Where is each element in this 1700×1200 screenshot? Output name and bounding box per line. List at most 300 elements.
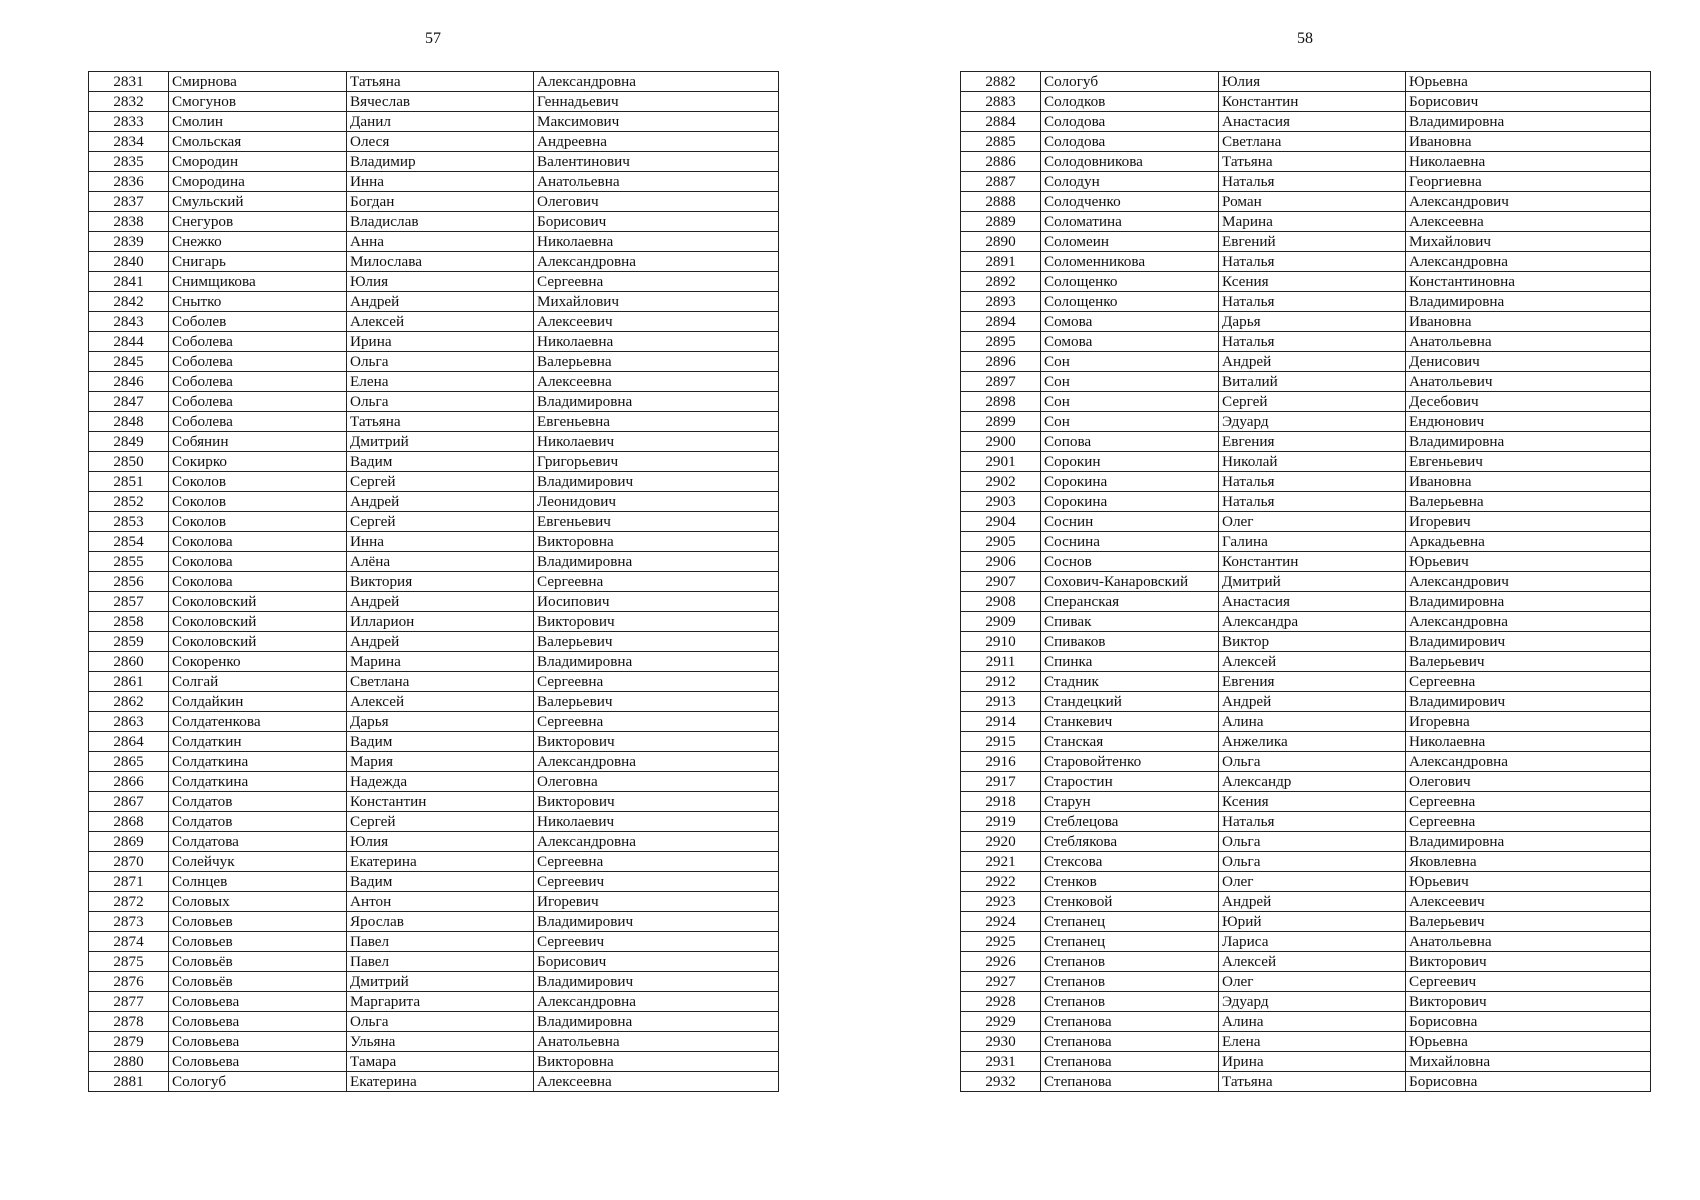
row-number-cell: 2897 (961, 372, 1041, 392)
patronymic-cell: Аркадьевна (1406, 532, 1651, 552)
table-row (89, 72, 779, 92)
last-name-cell: Сорокин (1041, 452, 1219, 472)
first-name-cell: Павел (347, 932, 534, 952)
patronymic-cell: Валерьевич (1406, 652, 1651, 672)
last-name-cell: Соловьёв (169, 952, 347, 972)
patronymic-cell: Юрьевна (1406, 1032, 1651, 1052)
table-row (89, 172, 779, 192)
row-number-cell: 2846 (89, 372, 169, 392)
table-row (961, 892, 1651, 912)
table-row (89, 772, 779, 792)
patronymic-cell: Андреевна (534, 132, 779, 152)
first-name-cell: Ярослав (347, 912, 534, 932)
table-row (89, 592, 779, 612)
patronymic-cell: Юрьевич (1406, 552, 1651, 572)
row-number-cell: 2863 (89, 712, 169, 732)
last-name-cell: Смирнова (169, 72, 347, 92)
first-name-cell: Ирина (1219, 1052, 1406, 1072)
last-name-cell: Солощенко (1041, 272, 1219, 292)
table-row (89, 952, 779, 972)
patronymic-cell: Борисович (534, 212, 779, 232)
row-number-cell: 2861 (89, 672, 169, 692)
table-row (961, 392, 1651, 412)
first-name-cell: Сергей (347, 512, 534, 532)
table-row (89, 572, 779, 592)
last-name-cell: Степанец (1041, 912, 1219, 932)
last-name-cell: Соколов (169, 472, 347, 492)
table-row (961, 192, 1651, 212)
patronymic-cell: Николаевич (534, 432, 779, 452)
row-number-cell: 2883 (961, 92, 1041, 112)
table-row (89, 672, 779, 692)
last-name-cell: Соснина (1041, 532, 1219, 552)
last-name-cell: Смолин (169, 112, 347, 132)
patronymic-cell: Анатольевна (1406, 932, 1651, 952)
table-row (89, 392, 779, 412)
row-number-cell: 2920 (961, 832, 1041, 852)
last-name-cell: Сон (1041, 412, 1219, 432)
row-number-cell: 2907 (961, 572, 1041, 592)
patronymic-cell: Десебович (1406, 392, 1651, 412)
patronymic-cell: Николаевич (534, 812, 779, 832)
table-row (89, 412, 779, 432)
last-name-cell: Стенковой (1041, 892, 1219, 912)
last-name-cell: Соснов (1041, 552, 1219, 572)
first-name-cell: Николай (1219, 452, 1406, 472)
table-row (961, 272, 1651, 292)
patronymic-cell: Владимирович (534, 472, 779, 492)
patronymic-cell: Юрьевич (1406, 872, 1651, 892)
first-name-cell: Анна (347, 232, 534, 252)
last-name-cell: Сон (1041, 352, 1219, 372)
patronymic-cell: Владимировна (534, 1012, 779, 1032)
table-row (961, 132, 1651, 152)
last-name-cell: Соловьева (169, 992, 347, 1012)
table-row (961, 312, 1651, 332)
row-number-cell: 2858 (89, 612, 169, 632)
table-row (961, 292, 1651, 312)
last-name-cell: Собянин (169, 432, 347, 452)
first-name-cell: Данил (347, 112, 534, 132)
row-number-cell: 2842 (89, 292, 169, 312)
table-row (89, 132, 779, 152)
table-row (961, 992, 1651, 1012)
last-name-cell: Степанова (1041, 1052, 1219, 1072)
first-name-cell: Наталья (1219, 812, 1406, 832)
row-number-cell: 2927 (961, 972, 1041, 992)
table-row (961, 492, 1651, 512)
last-name-cell: Солдатенкова (169, 712, 347, 732)
patronymic-cell: Владимировна (1406, 592, 1651, 612)
first-name-cell: Татьяна (347, 72, 534, 92)
table-row (961, 112, 1651, 132)
last-name-cell: Спинка (1041, 652, 1219, 672)
first-name-cell: Ольга (1219, 752, 1406, 772)
table-row (961, 172, 1651, 192)
row-number-cell: 2877 (89, 992, 169, 1012)
roster-table (960, 71, 1651, 1092)
patronymic-cell: Викторович (534, 792, 779, 812)
table-row (961, 692, 1651, 712)
row-number-cell: 2915 (961, 732, 1041, 752)
row-number-cell: 2855 (89, 552, 169, 572)
patronymic-cell: Игоревич (534, 892, 779, 912)
last-name-cell: Солдатов (169, 792, 347, 812)
last-name-cell: Стенков (1041, 872, 1219, 892)
first-name-cell: Тамара (347, 1052, 534, 1072)
first-name-cell: Юлия (1219, 72, 1406, 92)
table-row (961, 152, 1651, 172)
first-name-cell: Виктория (347, 572, 534, 592)
patronymic-cell: Яковлевна (1406, 852, 1651, 872)
row-number-cell: 2871 (89, 872, 169, 892)
patronymic-cell: Сергеевна (1406, 812, 1651, 832)
first-name-cell: Маргарита (347, 992, 534, 1012)
last-name-cell: Солодков (1041, 92, 1219, 112)
patronymic-cell: Сергеевна (1406, 792, 1651, 812)
row-number-cell: 2880 (89, 1052, 169, 1072)
first-name-cell: Татьяна (1219, 1072, 1406, 1092)
first-name-cell: Роман (1219, 192, 1406, 212)
first-name-cell: Эдуард (1219, 992, 1406, 1012)
first-name-cell: Милослава (347, 252, 534, 272)
row-number-cell: 2875 (89, 952, 169, 972)
table-row (961, 972, 1651, 992)
table-row (961, 352, 1651, 372)
last-name-cell: Соловьёв (169, 972, 347, 992)
row-number-cell: 2898 (961, 392, 1041, 412)
first-name-cell: Инна (347, 532, 534, 552)
first-name-cell: Наталья (1219, 332, 1406, 352)
table-row (961, 872, 1651, 892)
row-number-cell: 2922 (961, 872, 1041, 892)
first-name-cell: Дмитрий (1219, 572, 1406, 592)
table-row (961, 332, 1651, 352)
patronymic-cell: Олеговна (534, 772, 779, 792)
row-number-cell: 2847 (89, 392, 169, 412)
patronymic-cell: Александровна (1406, 752, 1651, 772)
row-number-cell: 2872 (89, 892, 169, 912)
row-number-cell: 2912 (961, 672, 1041, 692)
row-number-cell: 2831 (89, 72, 169, 92)
row-number-cell: 2850 (89, 452, 169, 472)
last-name-cell: Стексова (1041, 852, 1219, 872)
first-name-cell: Татьяна (1219, 152, 1406, 172)
first-name-cell: Алина (1219, 712, 1406, 732)
first-name-cell: Анастасия (1219, 112, 1406, 132)
table-row (89, 812, 779, 832)
table-row (89, 732, 779, 752)
row-number-cell: 2876 (89, 972, 169, 992)
last-name-cell: Снигарь (169, 252, 347, 272)
last-name-cell: Соболева (169, 332, 347, 352)
first-name-cell: Евгения (1219, 432, 1406, 452)
row-number-cell: 2902 (961, 472, 1041, 492)
last-name-cell: Стандецкий (1041, 692, 1219, 712)
last-name-cell: Соловых (169, 892, 347, 912)
row-number-cell: 2903 (961, 492, 1041, 512)
last-name-cell: Соколовский (169, 632, 347, 652)
first-name-cell: Ольга (347, 352, 534, 372)
last-name-cell: Солдайкин (169, 692, 347, 712)
row-number-cell: 2887 (961, 172, 1041, 192)
patronymic-cell: Игоревна (1406, 712, 1651, 732)
patronymic-cell: Денисович (1406, 352, 1651, 372)
row-number-cell: 2882 (961, 72, 1041, 92)
first-name-cell: Дарья (1219, 312, 1406, 332)
table-row (961, 1072, 1651, 1092)
table-row (961, 532, 1651, 552)
row-number-cell: 2921 (961, 852, 1041, 872)
last-name-cell: Спиваков (1041, 632, 1219, 652)
first-name-cell: Галина (1219, 532, 1406, 552)
table-row (89, 312, 779, 332)
last-name-cell: Соболева (169, 412, 347, 432)
patronymic-cell: Сергеевна (534, 852, 779, 872)
table-row (961, 792, 1651, 812)
patronymic-cell: Михайлович (534, 292, 779, 312)
table-row (89, 932, 779, 952)
table-row (89, 992, 779, 1012)
row-number-cell: 2879 (89, 1032, 169, 1052)
patronymic-cell: Ивановна (1406, 132, 1651, 152)
first-name-cell: Инна (347, 172, 534, 192)
last-name-cell: Степанец (1041, 932, 1219, 952)
row-number-cell: 2904 (961, 512, 1041, 532)
row-number-cell: 2866 (89, 772, 169, 792)
patronymic-cell: Сергеевич (1406, 972, 1651, 992)
first-name-cell: Екатерина (347, 1072, 534, 1092)
last-name-cell: Стеблякова (1041, 832, 1219, 852)
row-number-cell: 2843 (89, 312, 169, 332)
table-row (89, 612, 779, 632)
patronymic-cell: Викторович (1406, 952, 1651, 972)
patronymic-cell: Алексеевна (534, 372, 779, 392)
table-row (89, 252, 779, 272)
first-name-cell: Олег (1219, 872, 1406, 892)
last-name-cell: Соловьева (169, 1012, 347, 1032)
row-number-cell: 2851 (89, 472, 169, 492)
patronymic-cell: Валерьевич (1406, 912, 1651, 932)
row-number-cell: 2911 (961, 652, 1041, 672)
first-name-cell: Олег (1219, 512, 1406, 532)
table-row (89, 832, 779, 852)
last-name-cell: Сперанская (1041, 592, 1219, 612)
row-number-cell: 2860 (89, 652, 169, 672)
last-name-cell: Соколова (169, 552, 347, 572)
row-number-cell: 2869 (89, 832, 169, 852)
patronymic-cell: Владимировна (534, 392, 779, 412)
table-row (961, 512, 1651, 532)
row-number-cell: 2885 (961, 132, 1041, 152)
last-name-cell: Сон (1041, 392, 1219, 412)
patronymic-cell: Владимировна (1406, 832, 1651, 852)
row-number-cell: 2857 (89, 592, 169, 612)
patronymic-cell: Александровна (534, 992, 779, 1012)
last-name-cell: Смородина (169, 172, 347, 192)
table-row (961, 212, 1651, 232)
table-row (961, 472, 1651, 492)
patronymic-cell: Александровна (534, 752, 779, 772)
first-name-cell: Александра (1219, 612, 1406, 632)
last-name-cell: Спивак (1041, 612, 1219, 632)
last-name-cell: Стадник (1041, 672, 1219, 692)
last-name-cell: Соколова (169, 572, 347, 592)
row-number-cell: 2894 (961, 312, 1041, 332)
patronymic-cell: Александровна (1406, 252, 1651, 272)
patronymic-cell: Алексеевич (534, 312, 779, 332)
patronymic-cell: Ендюнович (1406, 412, 1651, 432)
table-row (89, 232, 779, 252)
first-name-cell: Ульяна (347, 1032, 534, 1052)
row-number-cell: 2856 (89, 572, 169, 592)
table-row (89, 892, 779, 912)
first-name-cell: Вадим (347, 872, 534, 892)
patronymic-cell: Михайловна (1406, 1052, 1651, 1072)
row-number-cell: 2888 (961, 192, 1041, 212)
first-name-cell: Ксения (1219, 272, 1406, 292)
row-number-cell: 2896 (961, 352, 1041, 372)
first-name-cell: Дмитрий (347, 972, 534, 992)
last-name-cell: Солейчук (169, 852, 347, 872)
patronymic-cell: Викторович (534, 732, 779, 752)
patronymic-cell: Анатольевна (534, 1032, 779, 1052)
last-name-cell: Станская (1041, 732, 1219, 752)
table-row (961, 852, 1651, 872)
table-row (961, 92, 1651, 112)
row-number-cell: 2925 (961, 932, 1041, 952)
patronymic-cell: Александрович (1406, 572, 1651, 592)
last-name-cell: Сорокина (1041, 492, 1219, 512)
table-row (961, 592, 1651, 612)
table-row (89, 152, 779, 172)
table-row (961, 572, 1651, 592)
table-row (961, 832, 1651, 852)
row-number-cell: 2832 (89, 92, 169, 112)
last-name-cell: Степанова (1041, 1012, 1219, 1032)
patronymic-cell: Алексеевна (534, 1072, 779, 1092)
patronymic-cell: Евгеньевич (534, 512, 779, 532)
table-row (961, 752, 1651, 772)
last-name-cell: Соколовский (169, 612, 347, 632)
row-number-cell: 2833 (89, 112, 169, 132)
last-name-cell: Солощенко (1041, 292, 1219, 312)
page-number: 57 (425, 30, 441, 47)
table-row (89, 432, 779, 452)
last-name-cell: Соловьев (169, 932, 347, 952)
table-row (961, 772, 1651, 792)
row-number-cell: 2924 (961, 912, 1041, 932)
first-name-cell: Юлия (347, 272, 534, 292)
patronymic-cell: Владимировна (534, 552, 779, 572)
patronymic-cell: Геннадьевич (534, 92, 779, 112)
first-name-cell: Марина (347, 652, 534, 672)
table-row (89, 872, 779, 892)
table-row (89, 1012, 779, 1032)
first-name-cell: Светлана (347, 672, 534, 692)
patronymic-cell: Александровна (534, 72, 779, 92)
row-number-cell: 2895 (961, 332, 1041, 352)
patronymic-cell: Игоревич (1406, 512, 1651, 532)
table-row (961, 812, 1651, 832)
table-row (89, 112, 779, 132)
last-name-cell: Соловьева (169, 1052, 347, 1072)
row-number-cell: 2852 (89, 492, 169, 512)
row-number-cell: 2859 (89, 632, 169, 652)
table-row (89, 632, 779, 652)
row-number-cell: 2838 (89, 212, 169, 232)
row-number-cell: 2908 (961, 592, 1041, 612)
table-row (961, 372, 1651, 392)
last-name-cell: Соколов (169, 512, 347, 532)
patronymic-cell: Валерьевна (1406, 492, 1651, 512)
patronymic-cell: Сергеевич (534, 872, 779, 892)
table-row (89, 1072, 779, 1092)
table-row (89, 512, 779, 532)
first-name-cell: Наталья (1219, 492, 1406, 512)
last-name-cell: Старун (1041, 792, 1219, 812)
last-name-cell: Сомова (1041, 312, 1219, 332)
first-name-cell: Наталья (1219, 472, 1406, 492)
row-number-cell: 2891 (961, 252, 1041, 272)
patronymic-cell: Александровна (534, 832, 779, 852)
row-number-cell: 2874 (89, 932, 169, 952)
first-name-cell: Андрей (1219, 692, 1406, 712)
row-number-cell: 2910 (961, 632, 1041, 652)
row-number-cell: 2884 (961, 112, 1041, 132)
first-name-cell: Илларион (347, 612, 534, 632)
row-number-cell: 2901 (961, 452, 1041, 472)
last-name-cell: Соснин (1041, 512, 1219, 532)
patronymic-cell: Николаевна (1406, 732, 1651, 752)
first-name-cell: Ольга (1219, 832, 1406, 852)
first-name-cell: Елена (347, 372, 534, 392)
last-name-cell: Снытко (169, 292, 347, 312)
last-name-cell: Степанов (1041, 952, 1219, 972)
last-name-cell: Сологуб (169, 1072, 347, 1092)
patronymic-cell: Борисович (1406, 92, 1651, 112)
patronymic-cell: Александрович (1406, 192, 1651, 212)
patronymic-cell: Георгиевна (1406, 172, 1651, 192)
last-name-cell: Старовойтенко (1041, 752, 1219, 772)
row-number-cell: 2849 (89, 432, 169, 452)
table-row (89, 712, 779, 732)
first-name-cell: Антон (347, 892, 534, 912)
patronymic-cell: Владимирович (534, 912, 779, 932)
last-name-cell: Сокоренко (169, 652, 347, 672)
first-name-cell: Эдуард (1219, 412, 1406, 432)
table-row (961, 552, 1651, 572)
table-row (961, 932, 1651, 952)
row-number-cell: 2889 (961, 212, 1041, 232)
row-number-cell: 2878 (89, 1012, 169, 1032)
patronymic-cell: Николаевна (534, 232, 779, 252)
table-row (961, 252, 1651, 272)
row-number-cell: 2841 (89, 272, 169, 292)
row-number-cell: 2837 (89, 192, 169, 212)
last-name-cell: Смогунов (169, 92, 347, 112)
patronymic-cell: Валерьевич (534, 632, 779, 652)
last-name-cell: Соломенникова (1041, 252, 1219, 272)
table-row (89, 1032, 779, 1052)
row-number-cell: 2930 (961, 1032, 1041, 1052)
last-name-cell: Солдаткина (169, 772, 347, 792)
first-name-cell: Вячеслав (347, 92, 534, 112)
first-name-cell: Павел (347, 952, 534, 972)
first-name-cell: Виктор (1219, 632, 1406, 652)
patronymic-cell: Валерьевна (534, 352, 779, 372)
patronymic-cell: Валентинович (534, 152, 779, 172)
